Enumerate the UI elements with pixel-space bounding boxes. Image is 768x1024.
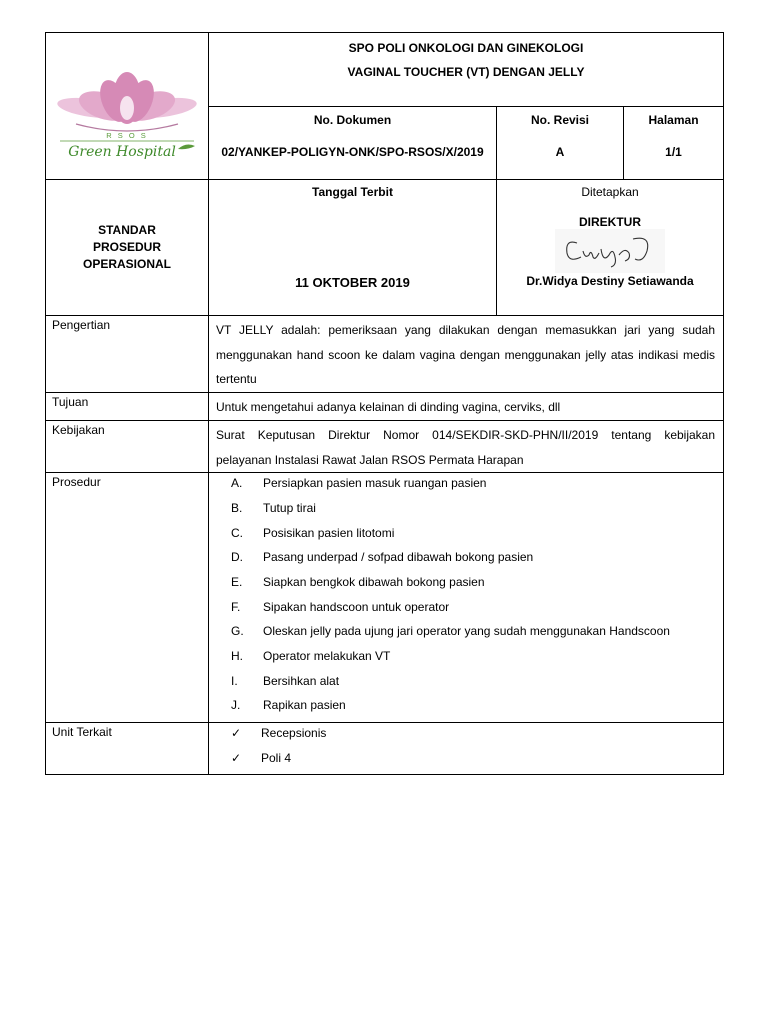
prosedur-cell bbox=[209, 473, 724, 723]
logo-script-text: Green Hospital bbox=[68, 144, 176, 160]
pengertian-label: Pengertian bbox=[46, 316, 209, 393]
doc-number-cell bbox=[209, 107, 497, 180]
issue-date-label: Tanggal Terbit bbox=[312, 185, 393, 199]
approval-label: Ditetapkan bbox=[581, 185, 639, 199]
list-marker: G. bbox=[231, 624, 244, 639]
check-icon: ✓ bbox=[231, 726, 242, 741]
list-item-text: Posisikan pasien litotomi bbox=[263, 525, 395, 540]
list-item bbox=[231, 725, 723, 750]
page-value: 1/1 bbox=[665, 145, 682, 159]
list-item bbox=[231, 500, 723, 525]
list-item bbox=[231, 697, 723, 722]
list-item bbox=[231, 574, 723, 599]
list-item-text: Recepsionis bbox=[261, 726, 327, 741]
list-marker: H. bbox=[231, 649, 243, 664]
list-marker: E. bbox=[231, 574, 243, 589]
signature-image bbox=[555, 229, 665, 273]
list-marker: I. bbox=[231, 673, 238, 688]
tujuan-text: Untuk mengetahui adanya kelainan di dinding vagina, cerviks, dll bbox=[209, 393, 724, 421]
list-item-text: Oleskan jelly pada ujung jari operator yang sudah menggunakan Handscoon bbox=[263, 624, 670, 639]
list-item bbox=[231, 599, 723, 624]
issue-date-value: 11 OKTOBER 2019 bbox=[295, 275, 410, 290]
list-item bbox=[231, 648, 723, 673]
list-item bbox=[231, 475, 723, 500]
list-marker: J. bbox=[231, 698, 241, 713]
unit-terkait-label: Unit Terkait bbox=[46, 723, 209, 775]
list-item bbox=[231, 549, 723, 574]
approval-role: DIREKTUR bbox=[579, 215, 642, 229]
page-cell bbox=[624, 107, 724, 180]
list-item-text: Tutup tirai bbox=[263, 500, 316, 515]
list-marker: C. bbox=[231, 525, 243, 540]
list-item bbox=[231, 623, 723, 648]
logo-cell bbox=[46, 33, 209, 180]
spo-label-cell bbox=[46, 180, 209, 316]
unit-terkait-list bbox=[209, 725, 723, 774]
unit-terkait-cell bbox=[209, 723, 724, 775]
list-item-text: Persiapkan pasien masuk ruangan pasien bbox=[263, 476, 487, 491]
page-label: Halaman bbox=[648, 113, 699, 127]
tujuan-label: Tujuan bbox=[46, 393, 209, 421]
spo-label: STANDAR PROSEDUR OPERASIONAL bbox=[82, 223, 171, 271]
spo-document-table bbox=[45, 32, 724, 775]
doc-number-label: No. Dokumen bbox=[313, 113, 392, 127]
revision-value: A bbox=[555, 145, 565, 159]
document-title-cell bbox=[209, 33, 724, 107]
list-item bbox=[231, 673, 723, 698]
list-item bbox=[231, 525, 723, 550]
revision-label: No. Revisi bbox=[530, 113, 590, 127]
doc-number-value: 02/YANKEP-POLIGYN-ONK/SPO-RSOS/X/2019 bbox=[221, 145, 484, 159]
pengertian-text: VT JELLY adalah: pemeriksaan yang dilakukan dengan memasukkan jari yang sudah menggunakan hand scoon ke dalam vagina dengan menggunakan jelly atas indikasi medis tertentu bbox=[209, 316, 724, 393]
list-item-text: Bersihkan alat bbox=[263, 673, 340, 688]
approval-name: Dr.Widya Destiny Setiawanda bbox=[526, 274, 694, 288]
issue-date-cell bbox=[209, 180, 497, 316]
list-item-text: Operator melakukan VT bbox=[263, 649, 391, 664]
check-icon: ✓ bbox=[231, 750, 242, 765]
list-item-text: Sipakan handscoon untuk operator bbox=[263, 599, 450, 614]
list-item-text: Rapikan pasien bbox=[263, 698, 346, 713]
list-item-text: Siapkan bengkok dibawah bokong pasien bbox=[263, 574, 485, 589]
kebijakan-label: Kebijakan bbox=[46, 420, 209, 472]
kebijakan-text: Surat Keputusan Direktur Nomor 014/SEKDIR-SKD-PHN/II/2019 tentang kebijakan pelayanan Instalasi Rawat Jalan RSOS Permata Harapan bbox=[209, 420, 724, 472]
list-marker: B. bbox=[231, 500, 243, 515]
document-title-line2: VAGINAL TOUCHER (VT) DENGAN JELLY bbox=[347, 65, 585, 79]
list-marker: F. bbox=[231, 599, 241, 614]
prosedur-label: Prosedur bbox=[46, 473, 209, 723]
logo-letters: R S O S bbox=[106, 131, 148, 140]
list-marker: D. bbox=[231, 550, 243, 565]
list-item-text: Poli 4 bbox=[261, 750, 292, 765]
document-title-line1: SPO POLI ONKOLOGI DAN GINEKOLOGI bbox=[348, 41, 584, 55]
list-item-text: Pasang underpad / sofpad dibawah bokong pasien bbox=[263, 550, 534, 565]
list-item bbox=[231, 750, 723, 775]
revision-cell bbox=[497, 107, 624, 180]
lotus-icon bbox=[56, 72, 198, 131]
prosedur-list bbox=[209, 475, 723, 722]
list-marker: A. bbox=[231, 476, 243, 491]
hospital-logo bbox=[46, 46, 209, 166]
approval-cell bbox=[497, 180, 724, 316]
